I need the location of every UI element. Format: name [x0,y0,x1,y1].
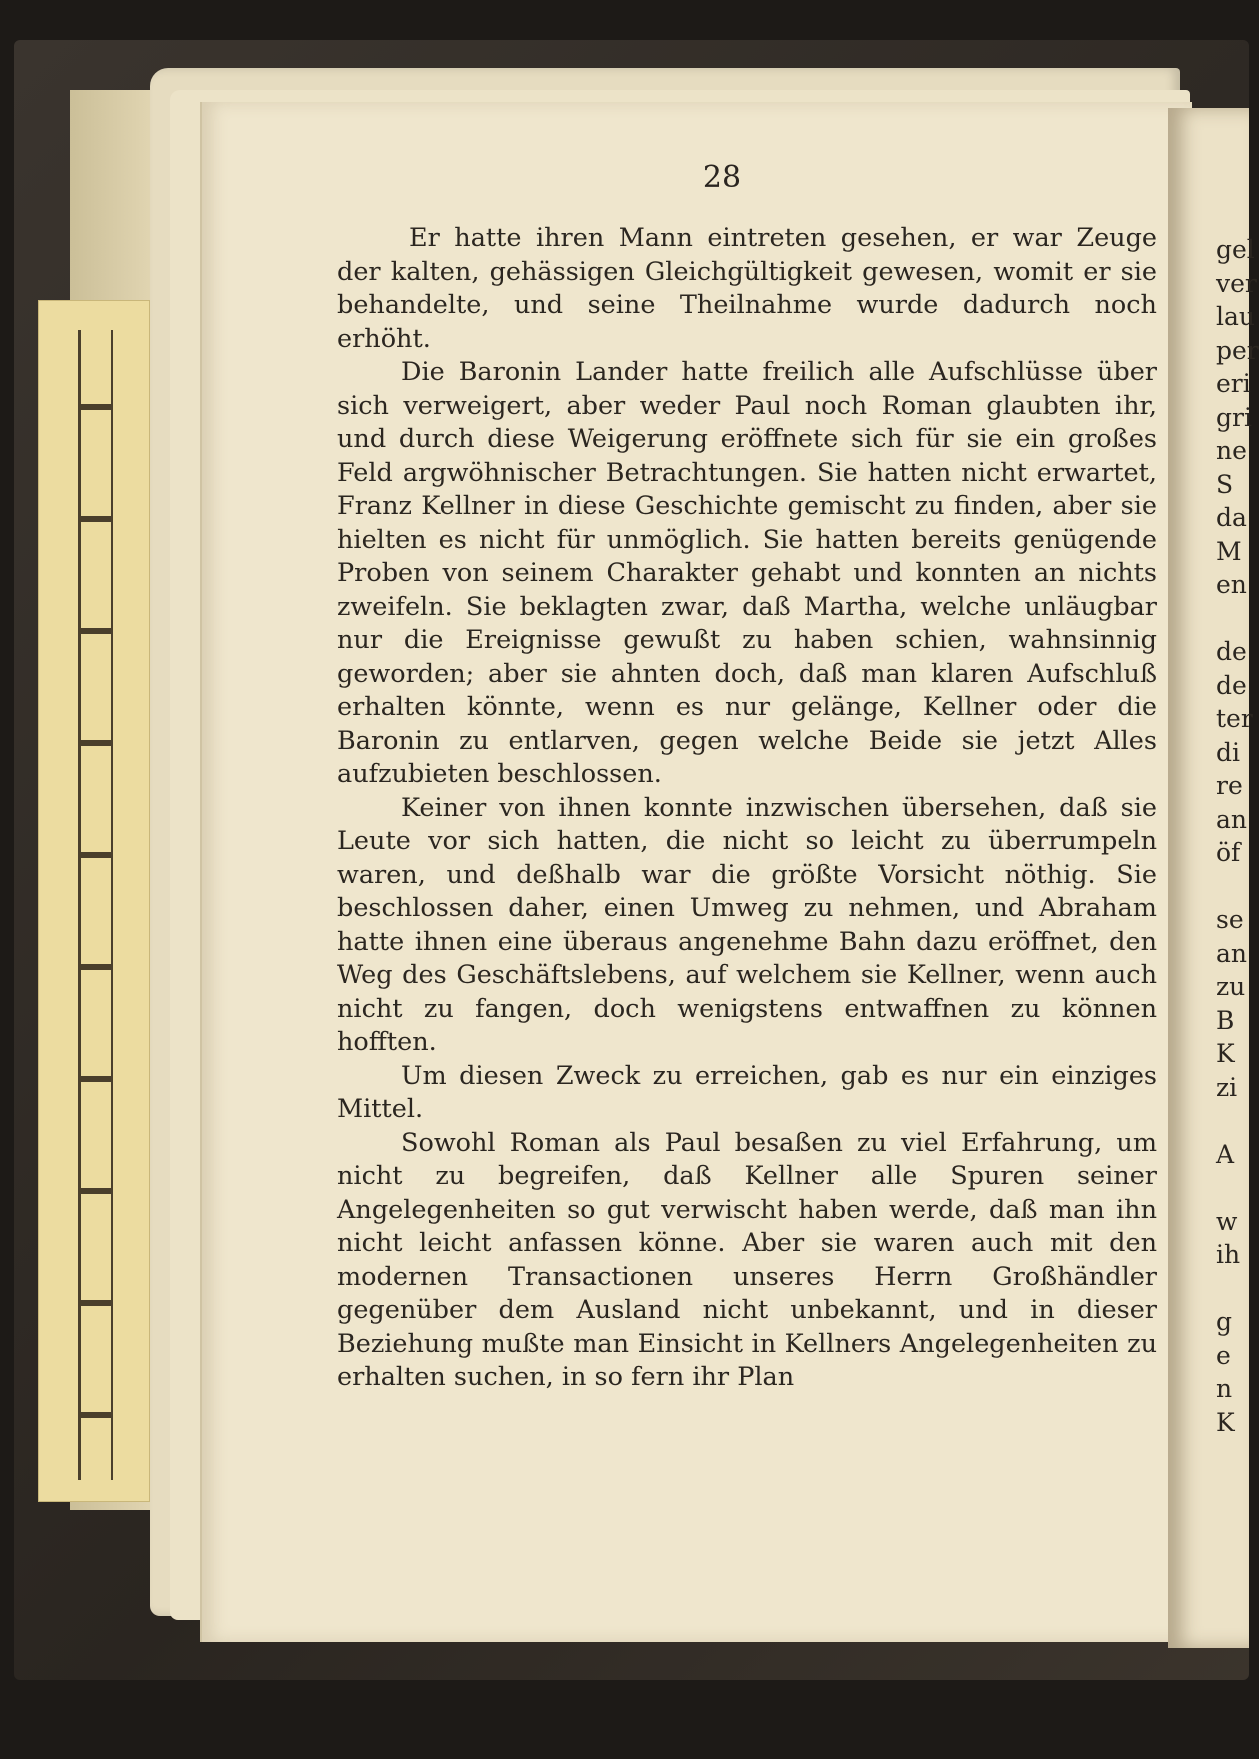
fragment-line [1216,1171,1256,1205]
next-page-fragments [1216,233,1259,1439]
paragraph: Die Baronin Lander hatte freilich alle Aufschlüsse über sich verweigert, aber weder Paul noch Roman glaubten ihr, und durch diese Weigerung eröffnete sich für sie ein großes Feld argwöhnischer Betrachtungen. Sie hatten nicht erwartet, Franz Kellner in diese Geschichte gemischt zu finden, aber sie hielten es nicht für unmöglich. Sie hatten bereits genügende Proben von seinem Charakter gehabt und konnten an nichts zweifeln. Sie beklagten zwar, daß Martha, welche unläugbar nur die Ereignisse gewußt zu haben schien, wahnsinnig geworden; aber sie ahnten doch, daß man klaren Aufschluß erhalten könnte, wenn es nur gelänge, Kellner oder die Baronin zu entlarven, gegen welche Beide sie jetzt Alles aufzubieten beschlossen. [337,357,1157,789]
fragment-line: w [1216,1206,1238,1236]
fragment-line: B [1216,1005,1235,1035]
paragraph: Keiner von ihnen konnte inzwischen übersehen, daß sie Leute vor sich hatten, die nicht so leicht zu überrumpeln waren, und deßhalb war die größte Vorsicht nöthig. Sie beschlossen daher, einen Umweg zu nehmen, und Abraham hatte ihnen eine überaus angenehme Bahn dazu eröffnet, den Weg des Geschäftslebens, auf welchem sie Kellner, wenn auch nicht zu fangen, doch wenigstens entwaffnen zu können hofften. [337,792,1157,1057]
fragment-line: eri [1216,369,1251,398]
fragment-line [1216,870,1256,904]
fragment-line: ih [1216,1240,1241,1269]
fragment-line: per [1216,335,1259,365]
fragment-line: K [1216,1039,1235,1068]
fragment-line: g [1216,1307,1233,1336]
fragment-line: gel [1216,235,1255,264]
fragment-line: de [1216,670,1247,700]
fragment-line: A [1216,1139,1235,1169]
fragment-line: K [1216,1407,1235,1437]
bookmark-ornament [78,330,113,1480]
fragment-line [1216,1104,1256,1138]
fragment-line: M [1216,536,1242,566]
fragment-line [1216,1272,1256,1306]
fragment-line: zi [1216,1072,1238,1102]
fragment-line: ver [1216,268,1257,298]
paragraph: Sowohl Roman als Paul besaßen zu viel Erfahrung, um nicht zu begreifen, daß Kellner alle Spuren seiner Angelegenheiten so gut verwischt haben werde, daß man ihn nicht leicht anfassen könne. Aber sie waren auch mit den modernen Transactionen unseres Herrn Großhändler gegenüber dem Ausland nicht unbekannt, und in dieser Beziehung mußte man Einsicht in Kellners Angelegenheiten zu erhalten suchen, in so fern ihr Plan [337,1127,1157,1392]
fragment-line: lau [1216,302,1256,331]
fragment-line: öf [1216,838,1241,867]
fragment-line: an [1216,938,1248,968]
next-page-edge [1168,108,1259,1648]
fragment-line: da [1216,503,1247,532]
fragment-line [1216,602,1256,636]
fragment-line: re [1216,771,1243,800]
fragment-line: an [1216,804,1248,834]
fragment-line: n [1216,1374,1233,1403]
fragment-line: gri [1216,402,1252,432]
fragment-line: di [1216,737,1240,767]
page-text [337,222,1157,1395]
paragraph: Um diesen Zweck zu erreichen, gab es nur ein einziges Mittel. [337,1060,1157,1124]
paragraph: Er hatte ihren Mann eintreten gesehen, er war Zeuge der kalten, gehässigen Gleichgültigkeit gewesen, womit er sie behandelte, und seine Theilnahme wurde dadurch noch erhöht. [337,223,1157,354]
page-number: 28 [702,160,742,195]
book-page [200,102,1192,1642]
fragment-line: se [1216,905,1244,934]
fragment-line: S [1216,469,1234,499]
fragment-line: ter [1216,704,1253,733]
fragment-line: zu [1216,972,1246,1001]
fragment-line: de [1216,637,1247,666]
fragment-line: e [1216,1340,1231,1370]
fragment-line: ne [1216,436,1247,465]
fragment-line: en [1216,570,1247,599]
